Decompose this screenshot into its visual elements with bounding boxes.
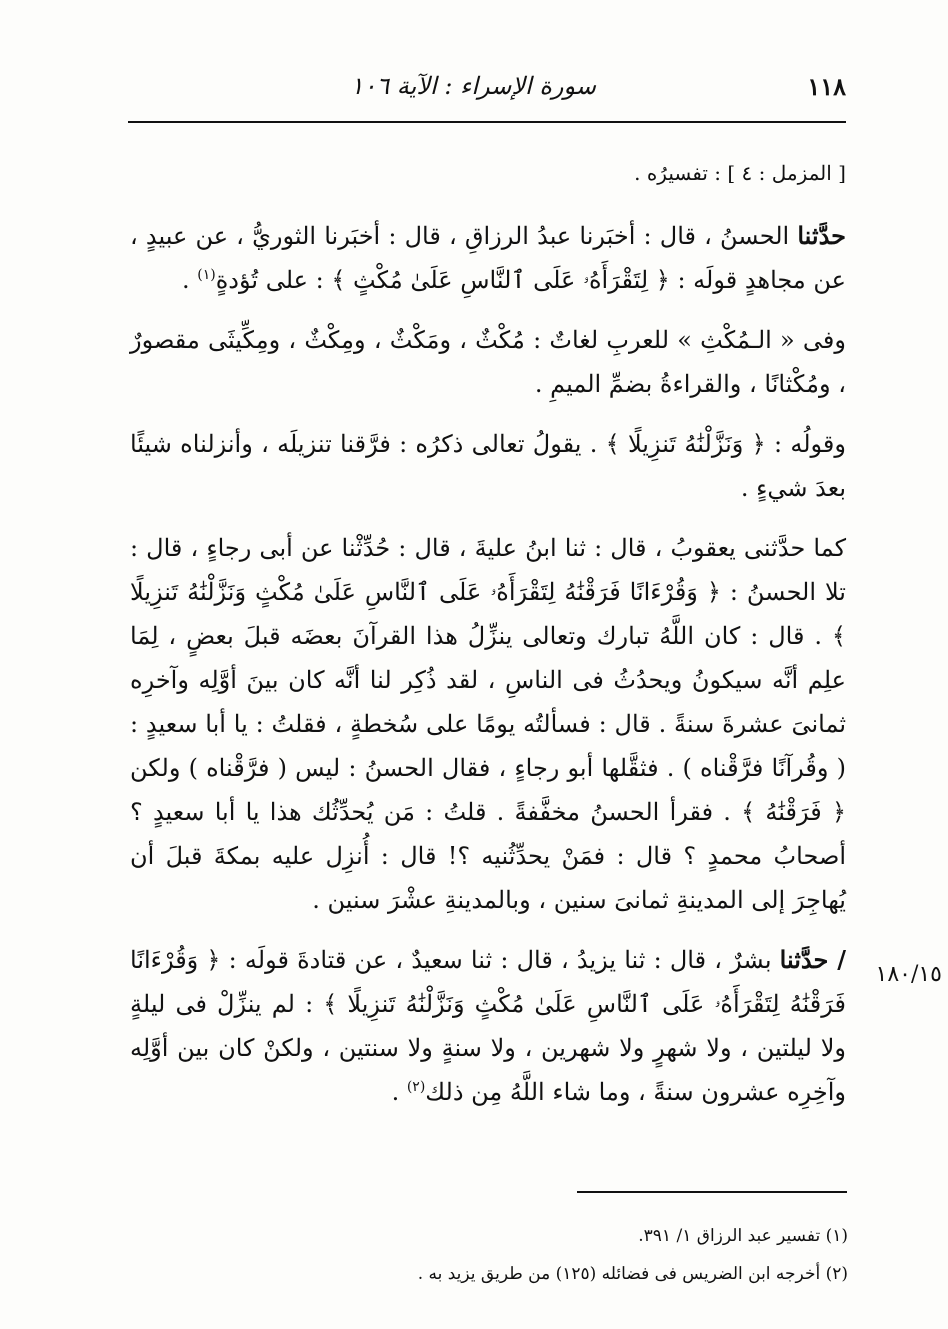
paragraph <box>130 214 846 302</box>
page-header <box>128 68 846 108</box>
running-title: سورة الإسراء : الآية ١٠٦ <box>350 72 596 100</box>
paragraph-lead: / حدَّثنا <box>779 945 846 974</box>
paragraph-text: [ المزمل : ٤ ] : تفسيرُه . <box>634 161 846 185</box>
page-number: ١١٨ <box>807 72 846 101</box>
paragraph-tail: . <box>391 1078 407 1106</box>
paragraph-text: كما حدَّثنى يعقوبُ ، قال : ثنا ابنُ عليةَ ، قال : حُدِّثْنا عن أبى رجاءٍ ، قال : تلا الحسنُ : ﴿ وَقُرْءَانًا فَرَقْنَٰهُ لِتَقْرَأَهُۥ عَلَى ٱلنَّاسِ عَلَىٰ مُكْثٍ وَنَزَّلْنَٰهُ تَنزِيلًا ﴾ . قال : كان اللَّهُ تبارك وتعالى ينزِّلُ هذا القرآنَ بعضَه قبلَ بعضٍ ، لِمَا علِم أنَّه سيكونُ ويحدُثُ فى الناسِ ، لقد ذُكِر لنا أنَّه كان بينَ أوَّلِه وآخرِه ثمانىَ عشرةَ سنةً . قال : فسألتُه يومًا على سُخطةٍ ، فقلتُ : يا أبا سعيدٍ : ( وقُرآنًا فرَّقْناه ) . فثقَّلها أبو رجاءٍ ، فقال الحسنُ : ليس ( فرَّقْناه ) ولكن ﴿ فَرَقْنَٰهُ ﴾ . فقرأ الحسنُ مخفَّفةً . قلتُ : مَن يُحدِّثُك هذا يا أبا سعيدٍ ؟ أصحابُ محمدٍ ؟ قال : فمَنْ يحدِّثُنيه ؟! قال : أُنزِل عليه بمكةَ قبلَ أن يُهاجِرَ إلى المدينةِ ثمانىَ سنين ، وبالمدينةِ عشْرَ سنين . <box>130 534 846 914</box>
paragraph <box>130 158 846 188</box>
main-text <box>130 158 846 1114</box>
paragraph-text: الحسنُ ، قال : أخبَرنا عبدُ الرزاقِ ، قال : أخبَرنا الثوريُّ ، عن عبيدٍ ، عن مجاهدٍ قولَه : ﴿ لِتَقْرَأَهُۥ عَلَى ٱلنَّاسِ عَلَىٰ مُكْثٍ ﴾ : على تُؤدةٍ <box>130 222 846 294</box>
header-rule <box>128 121 846 123</box>
paragraph <box>130 938 846 1114</box>
paragraph-lead: حدَّثنا <box>797 221 846 250</box>
paragraph-tail: . <box>182 266 198 294</box>
footnote: (١) تفسير عبد الرزاق ١/ ٣٩١. <box>638 1226 848 1246</box>
paragraph <box>130 422 846 510</box>
footnote: (٢) أخرجه ابن الضريس فى فضائله (١٢٥) من طريق يزيد به . <box>417 1264 848 1284</box>
paragraph-text: وقولُه : ﴿ وَنَزَّلْنَٰهُ تَنزِيلًا ﴾ . يقولُ تعالى ذكرُه : فرَّقنا تنزيلَه ، وأنزلناه شيئًا بعدَ شيءٍ . <box>130 430 846 502</box>
paragraph-text: وفى « الـمُكْثِ » للعربِ لغاتٌ : مُكْثٌ ، ومَكْثٌ ، ومِكْثٌ ، ومِكِّيثَى مقصورٌ ، ومُكْثانًا ، والقراءةُ بضمِّ الميمِ . <box>130 326 846 398</box>
margin-reference: ١٨٠/١٥ <box>875 962 942 987</box>
paragraph <box>130 318 846 406</box>
paragraph <box>130 526 846 922</box>
footnote-rule <box>577 1191 847 1193</box>
footnote-ref: (١) <box>197 267 216 283</box>
paragraph-text: بشرٌ ، قال : ثنا يزيدُ ، قال : ثنا سعيدٌ ، عن قتادةَ قولَه : ﴿ وَقُرْءَانًا فَرَقْنَٰهُ لِتَقْرَأَهُۥ عَلَى ٱلنَّاسِ عَلَىٰ مُكْثٍ وَنَزَّلْنَٰهُ تَنزِيلًا ﴾ : لم ينزِّلْ فى ليلةٍ ولا ليلتين ، ولا شهرٍ ولا شهرين ، ولا سنةٍ ولا سنتين ، ولكنْ كان بين أوَّلِه وآخِرِه عشرون سنةً ، وما شاء اللَّهُ مِن ذلك <box>130 946 846 1106</box>
footnote-ref: (٢) <box>406 1079 426 1095</box>
footnotes <box>300 1217 848 1293</box>
